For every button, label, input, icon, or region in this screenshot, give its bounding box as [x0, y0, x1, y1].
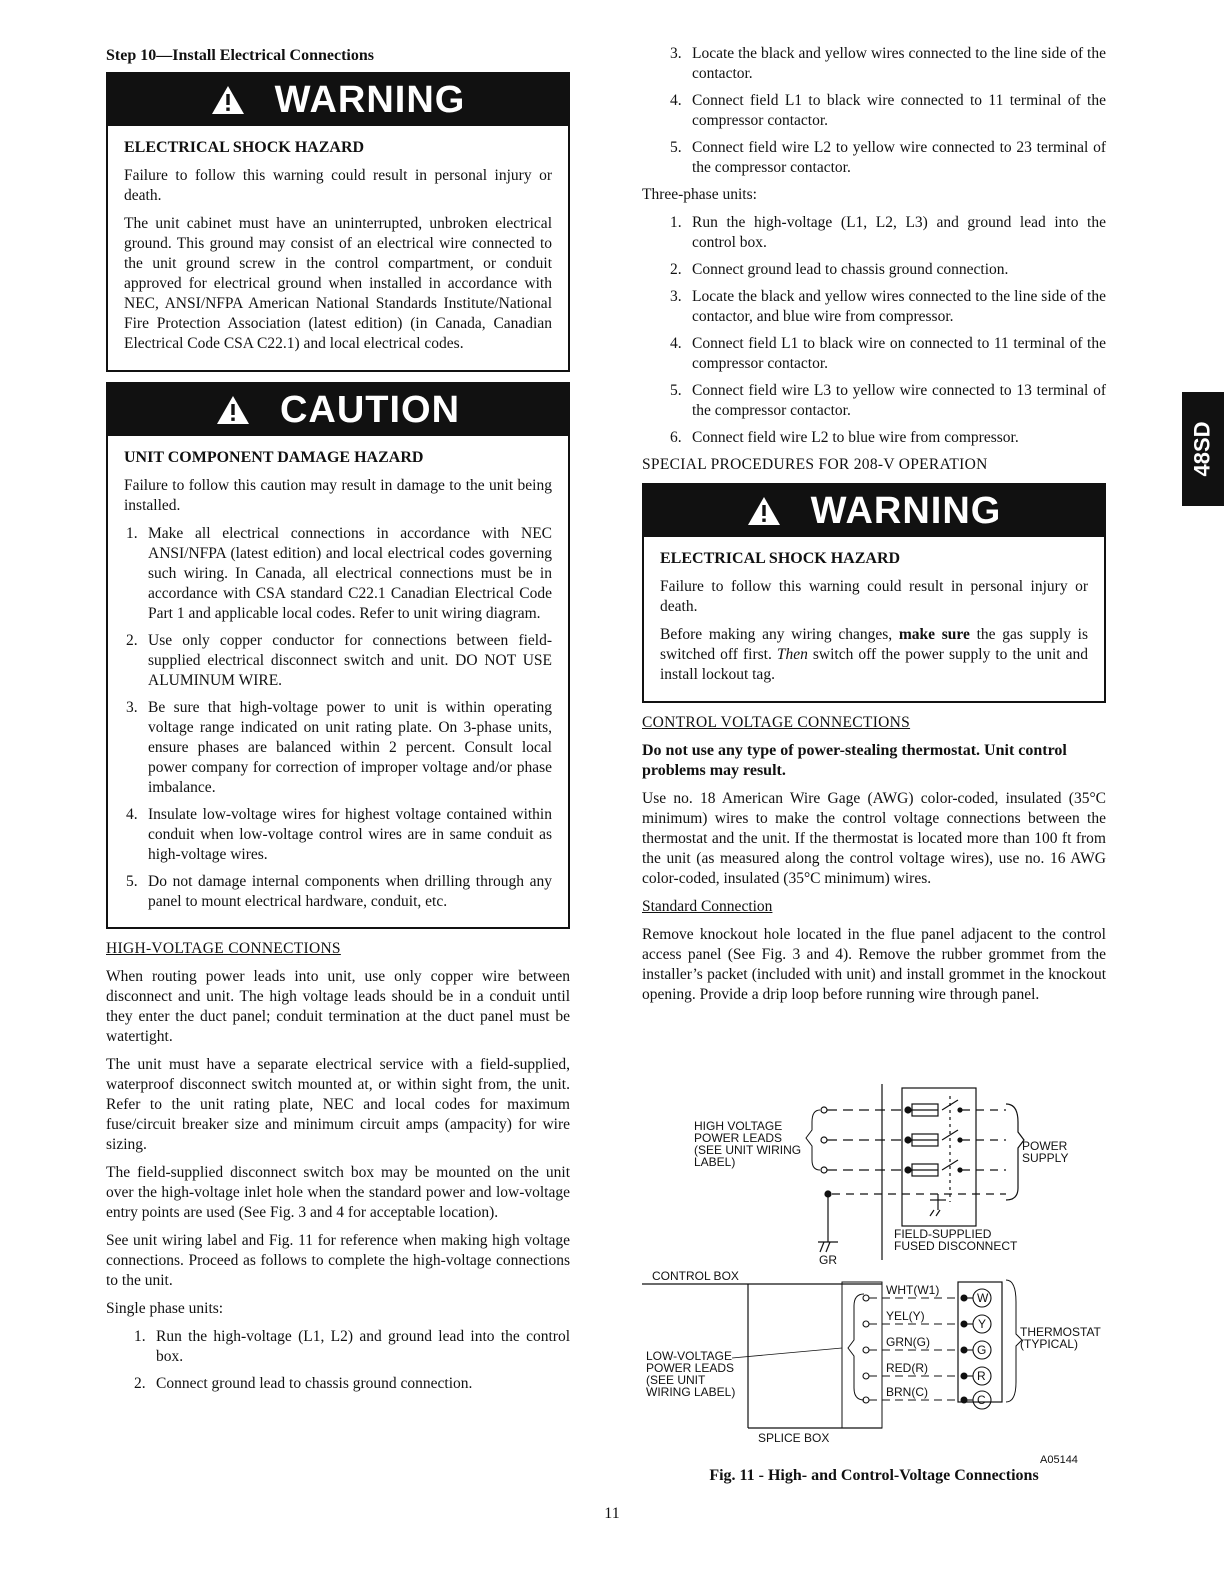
- bold-note: Do not use any type of power-stealing thermostat. Unit control problems may result.: [642, 742, 1067, 779]
- lv-label: LOW-VOLTAGE: [646, 1349, 733, 1363]
- paragraph: When routing power leads into unit, use only copper wire between disconnect and unit. The high voltage leads should be in a conduit until they enter the duct panel; conduit termination at the duct panel must be watertight.: [106, 968, 570, 1045]
- terminal-label: Y: [978, 1317, 987, 1331]
- caution-list: [124, 524, 552, 912]
- single-phase-list-cont: [642, 44, 1106, 178]
- list-item: 5. Connect field wire L2 to yellow wire connected to 23 terminal of the compressor contactor.: [670, 139, 1106, 176]
- lv-label: POWER LEADS: [646, 1361, 735, 1375]
- right-column: [642, 44, 1106, 1013]
- hv-label: (SEE UNIT WIRING: [694, 1143, 802, 1157]
- warning-triangle-icon: [747, 496, 781, 526]
- subheading: Standard Connection: [642, 898, 773, 915]
- power-supply-label: POWER: [1022, 1139, 1068, 1153]
- splice-box-label: SPLICE BOX: [758, 1431, 830, 1445]
- caution-triangle-icon: [216, 395, 250, 425]
- hv-label: HIGH VOLTAGE: [694, 1119, 783, 1133]
- wire-label: YEL(Y): [886, 1309, 925, 1323]
- list-item: 1. Run the high-voltage (L1, L2, L3) and ground lead into the control box.: [670, 214, 1106, 251]
- list-item: 2. Connect ground lead to chassis ground connection.: [134, 1375, 473, 1392]
- wire-label: WHT(W1): [886, 1283, 940, 1297]
- list-item: 2. Use only copper conductor for connections between field-supplied electrical disconnect switch and unit. DO NOT USE ALUMINUM WIRE.: [126, 632, 552, 689]
- caution-box: [106, 382, 570, 929]
- list-item: 2. Connect ground lead to chassis ground connection.: [670, 261, 1009, 278]
- power-supply-label: SUPPLY: [1022, 1151, 1069, 1165]
- paragraph: See unit wiring label and Fig. 11 for reference when making high voltage connections. Proceed as follows to complete the high-voltage connections to the unit.: [106, 1232, 570, 1289]
- caution-hazard: UNIT COMPONENT DAMAGE HAZARD: [124, 449, 424, 466]
- list-item: 3. Be sure that high-voltage power to unit is within operating voltage range indicated on unit rating plate. On 3-phase units, ensure phases are balanced within 2 percent. Consult local power company for correction of improper voltage and/or phase imbalance.: [126, 699, 552, 796]
- paragraph: Use no. 18 American Wire Gage (AWG) color-coded, insulated (35°C minimum) wires to make the control voltage connections between the thermostat and the unit. If the thermostat is located more than 100 ft from the unit (as measured along the control voltage wires), use no. 16 AWG color-coded, insulated (35°C minimum) wires.: [642, 790, 1106, 887]
- section-tab: [1182, 392, 1224, 506]
- lv-label: WIRING LABEL): [646, 1385, 736, 1399]
- figure-caption: Fig. 11 - High- and Control-Voltage Connections: [709, 1467, 1039, 1484]
- warning-text: The unit cabinet must have an uninterrupted, unbroken electrical ground. This ground may consist of an electrical wire connected to the unit ground screw in the control compartment, or conduit approved for electrical ground when installed in accordance with NEC, ANSI/NFPA American National Standards Institute/National Fire Protection Association (latest edition) (in Canada, Canadian Electrical Code CSA C22.1) and local electrical codes.: [124, 215, 552, 352]
- step-title: Step 10—Install Electrical Connections: [106, 47, 374, 64]
- disconnect-label: FIELD-SUPPLIED: [894, 1227, 992, 1241]
- list-item: 3. Locate the black and yellow wires connected to the line side of the contactor, and blue wire from compressor.: [670, 288, 1106, 325]
- thermostat-label: (TYPICAL): [1020, 1337, 1079, 1351]
- paragraph: The unit must have a separate electrical service with a field-supplied, waterproof disconnect switch mounted at, or within sight from, the unit. Refer to the unit rating plate, NEC and local codes for maximum fuse/circuit breaker size and minimum circuit amps (ampacity) for wire sizing.: [106, 1056, 570, 1153]
- ground-label: GR: [819, 1253, 837, 1267]
- three-phase-list: [642, 213, 1106, 448]
- disconnect-label: FUSED DISCONNECT: [894, 1239, 1018, 1253]
- terminal-label: R: [977, 1369, 986, 1383]
- list-item: 4. Connect field L1 to black wire connected to 11 terminal of the compressor contactor.: [670, 92, 1106, 129]
- warning-title: WARNING: [810, 490, 1002, 532]
- warning-header: [108, 74, 568, 126]
- terminal-label: C: [977, 1393, 986, 1407]
- page-number: 11: [604, 1505, 620, 1522]
- wire-label: RED(R): [886, 1361, 928, 1375]
- caution-text: Failure to follow this caution may result in damage to the unit being installed.: [124, 477, 552, 514]
- list-item: 6. Connect field wire L2 to blue wire from compressor.: [670, 429, 1019, 446]
- list-item: 1. Run the high-voltage (L1, L2) and ground lead into the control box.: [134, 1328, 570, 1365]
- list-item: 5. Connect field wire L3 to yellow wire connected to 13 terminal of the compressor contactor.: [670, 382, 1106, 419]
- terminal-label: W: [977, 1291, 989, 1305]
- single-phase-list: [106, 1327, 570, 1394]
- warning-title: WARNING: [274, 79, 466, 121]
- lv-label: (SEE UNIT: [646, 1373, 706, 1387]
- wire-label: BRN(C): [886, 1385, 928, 1399]
- warning-box-2: [642, 483, 1106, 703]
- warning-text: Failure to follow this warning could result in personal injury or death.: [124, 167, 552, 204]
- subheading: Three-phase units:: [642, 186, 757, 203]
- warning-text: Before making any wiring changes, make sure the gas supply is switched off first. Then switch off the power supply to the unit and install lockout tag.: [660, 626, 1089, 683]
- warning-text: Failure to follow this warning could result in personal injury or death.: [660, 578, 1088, 615]
- paragraph: The field-supplied disconnect switch box may be mounted on the unit over the high-voltage inlet hole when the standard power and low-voltage entry points are used (See Fig. 3 and 4 for acceptable location).: [106, 1164, 570, 1221]
- section-heading: HIGH-VOLTAGE CONNECTIONS: [106, 940, 341, 957]
- list-item: 4. Connect field L1 to black wire on connected to 11 terminal of the compressor contactor.: [670, 335, 1106, 372]
- paragraph: Remove knockout hole located in the flue panel adjacent to the control access panel (See Fig. 3 and 4). Remove the rubber grommet from the installer’s packet (included with unit) and install grommet in the knockout opening. Provide a drip loop before running wire through panel.: [642, 926, 1106, 1003]
- control-box-label: CONTROL BOX: [652, 1269, 739, 1283]
- caution-header: [108, 384, 568, 436]
- warning-header: [644, 485, 1104, 537]
- hv-label: LABEL): [694, 1155, 736, 1169]
- warning-hazard: ELECTRICAL SHOCK HAZARD: [660, 550, 901, 567]
- section-heading: SPECIAL PROCEDURES FOR 208-V OPERATION: [642, 456, 988, 473]
- section-heading: CONTROL VOLTAGE CONNECTIONS: [642, 714, 911, 731]
- warning-triangle-icon: [211, 85, 245, 115]
- list-item: 5. Do not damage internal components when drilling through any panel to mount electrical hardware, conduit, etc.: [126, 873, 552, 910]
- figure-code: A05144: [1040, 1454, 1078, 1466]
- list-item: 3. Locate the black and yellow wires connected to the line side of the contactor.: [670, 45, 1106, 82]
- hv-label: POWER LEADS: [694, 1131, 783, 1145]
- list-item: 4. Insulate low-voltage wires for highest voltage contained within conduit when low-voltage control wires are in same conduit as high-voltage wires.: [126, 806, 552, 863]
- caution-title: CAUTION: [279, 389, 461, 431]
- warning-hazard: ELECTRICAL SHOCK HAZARD: [124, 139, 365, 156]
- section-tab-label: 48SD: [1190, 421, 1216, 477]
- wiring-diagram: [642, 1082, 1106, 1462]
- warning-box: [106, 72, 570, 372]
- terminal-label: G: [977, 1343, 987, 1357]
- subheading: Single phase units:: [106, 1300, 224, 1317]
- left-column: [106, 44, 570, 1401]
- list-item: 1. Make all electrical connections in accordance with NEC ANSI/NFPA (latest edition) and local electrical codes governing such wiring. In Canada, all electrical connections must be in accordance with CSA standard C22.1 Canadian Electrical Code Part 1 and applicable local codes. Refer to unit wiring diagram.: [126, 525, 552, 622]
- thermostat-label: THERMOSTAT: [1020, 1325, 1101, 1339]
- wire-label: GRN(G): [886, 1335, 930, 1349]
